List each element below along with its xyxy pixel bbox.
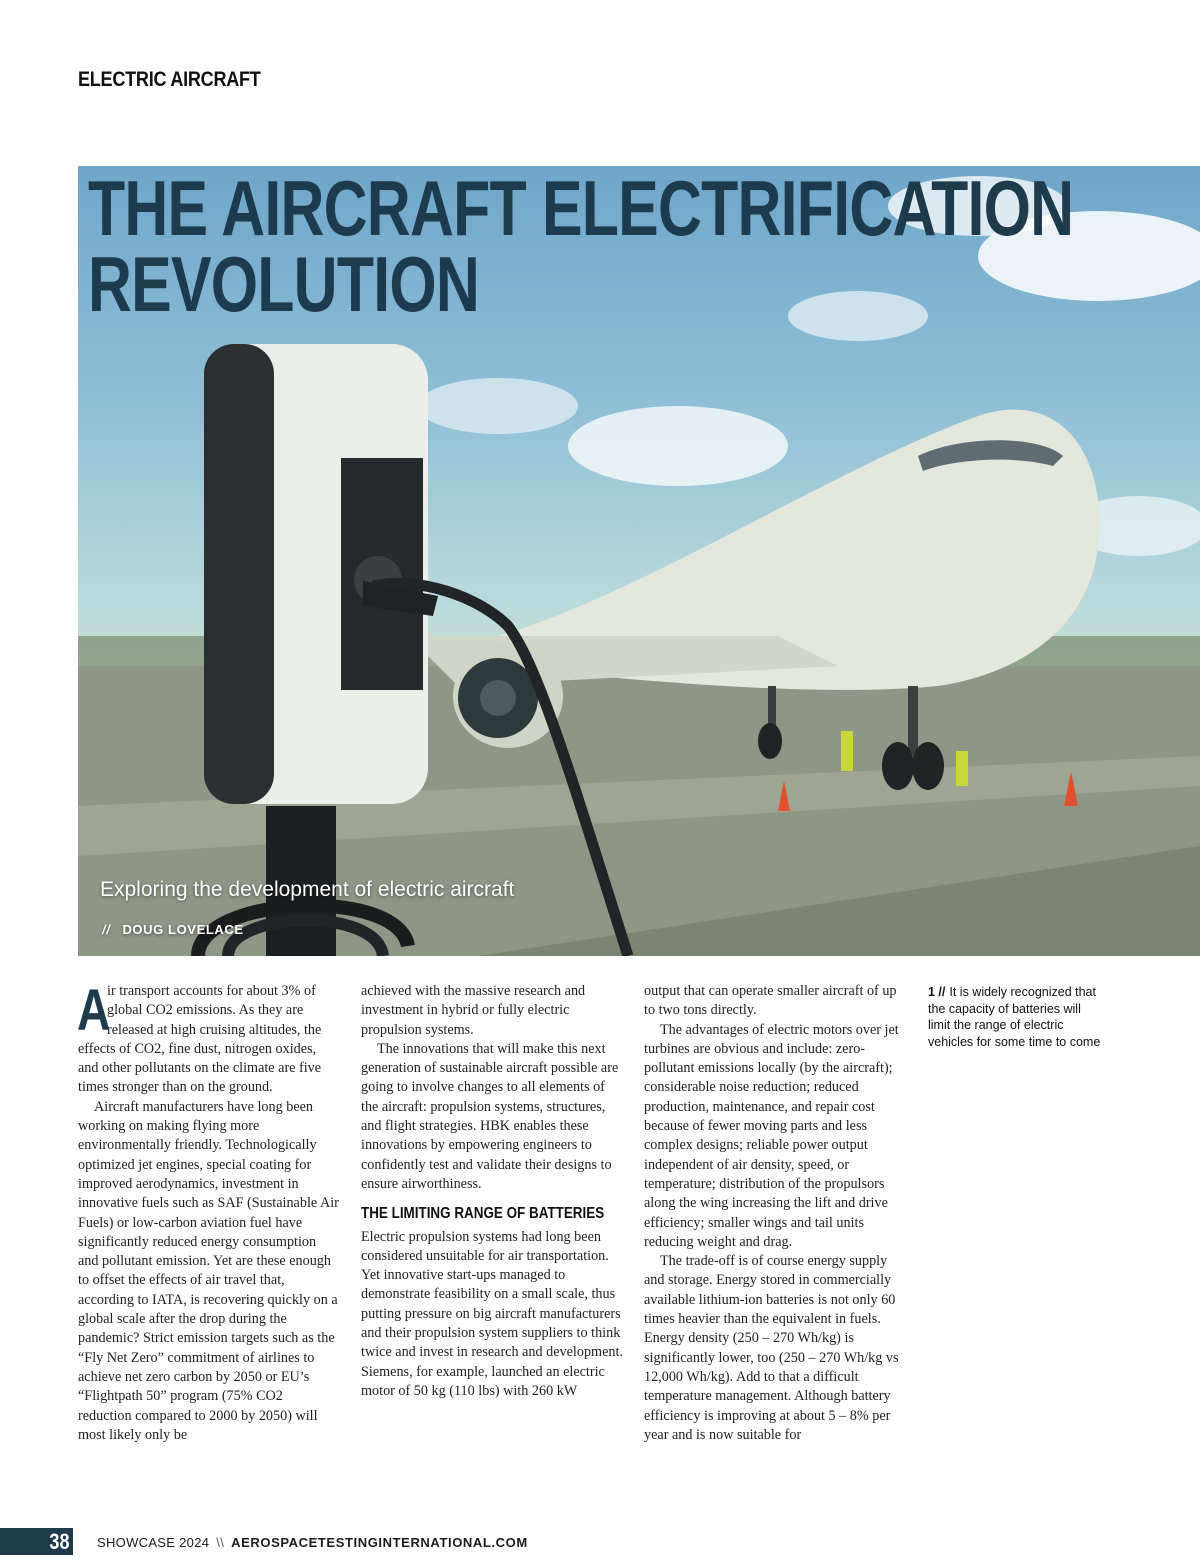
paragraph: The trade-off is of course energy supply and storage. Energy stored in commercially available lithium-ion batteries is not only 60 times heavier than the equivalent in fuels. Energy density (250 – 270 Wh/kg) is significantly lower, too (250 – 270 Wh/kg vs 12,000 Wh/kg). Add to that a difficult temperature management. Although battery efficiency is improving at about 5 – 8% per year and is now suitable for: [644, 1253, 899, 1443]
headline-line-1: THE AIRCRAFT ELECTRIFICATION: [88, 166, 1074, 252]
article-column-1: [77, 978, 340, 1445]
page-number-block: [0, 1528, 73, 1555]
image-caption: [928, 984, 1103, 1050]
drop-cap: A: [77, 978, 111, 1043]
caption-number: 1 //: [928, 985, 946, 999]
headline-line-2: REVOLUTION: [88, 240, 480, 328]
section-label: ELECTRIC AIRCRAFT: [78, 68, 261, 91]
footer-separator: \\: [216, 1535, 225, 1550]
paragraph: Aircraft manufacturers have long been working on making flying more environmentally friendly. Technologically optimized jet engines, special coating for improved aerodynamics, investment in innovative fuels such as SAF (Sustainable Air Fuels) or low-carbon aviation fuel have significantly reduced energy consumption and pollutant emission. Yet are these enough to offset the effects of air travel that, according to IATA, is recovering quickly on a global scale after the drop during the pandemic? Strict emission targets such as the “Fly Net Zero” commitment of airlines to achieve net zero carbon by 2050 or EU’s “Flightpath 50” program (75% CO2 reduction compared to 2000 by 2050) will most likely only be: [78, 1098, 339, 1443]
paragraph-text: ir transport accounts for about 3% of global CO2 emissions. As they are released at high cruising altitudes, the effects of CO2, fine dust, nitrogen oxides, and other pollutants on the climate are five times stronger than on the ground.: [78, 983, 322, 1096]
article-headline: [88, 166, 1074, 328]
article-column-2: [361, 982, 623, 1401]
page-footer: [97, 1535, 528, 1550]
paragraph: Electric propulsion systems had long been considered unsuitable for air transportation. Yet innovative start-ups managed to demonstrate feasibility on a small scale, thus putting pressure on big aircraft manufacturers and their propulsion system suppliers to think twice and invest in research and development. Siemens, for example, launched an electric motor of 50 kg (110 lbs) with 260 kW: [361, 1228, 623, 1399]
section-subhead: THE LIMITING RANGE OF BATTERIES: [361, 1205, 605, 1223]
paragraph: output that can operate smaller aircraft of up to two tons directly.: [644, 983, 897, 1019]
paragraph: achieved with the massive research and investment in hybrid or fully electric propulsion systems.: [361, 983, 586, 1038]
page-number: 38: [48, 1529, 69, 1554]
author-name: DOUG LOVELACE: [122, 922, 244, 937]
website-link[interactable]: AEROSPACETESTINGINTERNATIONAL.COM: [231, 1535, 528, 1550]
byline-separator: //: [102, 922, 111, 937]
caption-text: It is widely recognized that the capacity of batteries will limit the range of electric vehicles for some time to come: [928, 985, 1101, 1049]
paragraph: The innovations that will make this next generation of sustainable aircraft possible are going to involve changes to all elements of the aircraft: propulsion systems, structures, and flight strategies. HBK enables these innovations by empowering engineers to confidently test and validate their designs to ensure airworthiness.: [361, 1040, 619, 1192]
paragraph: [77, 978, 340, 1098]
paragraph: The advantages of electric motors over jet turbines are obvious and include: zero-pollutant emissions locally (by the aircraft); considerable noise reduction; reduced production, maintenance, and repair cost because of fewer moving parts and less complex designs; reliable power output independent of air density, speed, or temperature; distribution of the propulsors along the wing increasing the lift and drive efficiency; smaller wings and tail units reducing weight and drag.: [644, 1021, 899, 1250]
article-subtitle: Exploring the development of electric aircraft: [100, 878, 515, 901]
issue-name: SHOWCASE 2024: [97, 1535, 210, 1550]
hero-image: [78, 166, 1200, 956]
byline: [102, 922, 244, 937]
article-column-3: [644, 982, 906, 1445]
